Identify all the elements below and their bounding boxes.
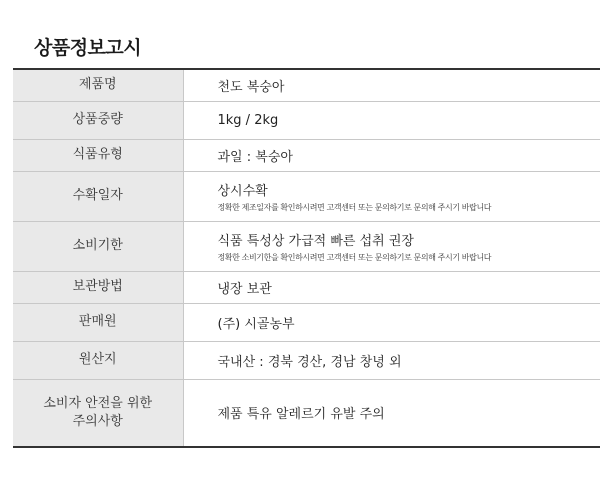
row-value-seller: (주) 시골농부 xyxy=(183,303,600,341)
row-value-safety: 제품 특유 알레르기 유발 주의 xyxy=(217,407,385,423)
row-label-expiry: 소비기한 xyxy=(13,221,183,271)
expiry-value: 식품 특성상 가급적 빠른 섭취 권장 xyxy=(217,233,414,249)
row-label-harvest-date: 수확일자 xyxy=(13,171,183,221)
row-label-product-name: 제품명 xyxy=(13,69,183,101)
row-value-harvest-date xyxy=(183,171,600,221)
row-value-product-name: 천도 복숭아 xyxy=(183,69,600,101)
safety-label-line1: 소비자 안전을 위한 xyxy=(43,395,153,411)
row-label-food-type: 식품유형 xyxy=(13,139,183,171)
row-value-food-type: 과일 : 복숭아 xyxy=(183,139,600,171)
expiry-note: 정확한 소비기한을 확인하시려면 고객센터 또는 문의하기로 문의해 주시기 바랍니다 xyxy=(217,252,492,262)
table-row xyxy=(13,341,600,379)
row-label-origin: 원산지 xyxy=(13,341,183,379)
table-row xyxy=(13,271,600,303)
table-row xyxy=(13,101,600,139)
table-row xyxy=(13,221,600,271)
row-value-storage: 냉장 보관 xyxy=(183,271,600,303)
row-label-storage: 보관방법 xyxy=(13,271,183,303)
row-value-origin: 국내산 : 경북 경산, 경남 창녕 외 xyxy=(183,341,600,379)
table-row xyxy=(13,139,600,171)
section-title: 상품정보고시 xyxy=(34,37,142,59)
safety-label-line2: 주의사항 xyxy=(72,413,123,429)
row-label-seller: 판매원 xyxy=(13,303,183,341)
table-row xyxy=(13,171,600,221)
harvest-date-note: 정확한 제조일자를 확인하시려면 고객센터 또는 문의하기로 문의해 주시기 바랍니다 xyxy=(217,202,492,212)
row-value-weight: 1kg / 2kg xyxy=(183,101,600,139)
table-row xyxy=(13,69,600,101)
row-label-safety xyxy=(13,379,183,447)
product-info-table xyxy=(13,68,600,448)
row-value-expiry xyxy=(183,221,600,271)
harvest-date-value: 상시수확 xyxy=(217,183,268,199)
table-row xyxy=(13,379,600,447)
row-label-weight: 상품중량 xyxy=(13,101,183,139)
table-row xyxy=(13,303,600,341)
